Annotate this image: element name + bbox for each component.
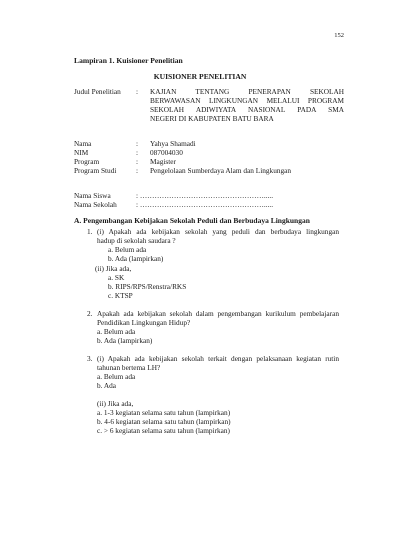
study-program-label: Program Studi: [74, 166, 117, 175]
research-title-line: KAJIAN TENTANG PENERAPAN SEKOLAH: [150, 87, 344, 96]
sub-option-b[interactable]: b. RIPS/RPS/Renstra/RKS: [108, 282, 187, 291]
research-title-colon: :: [136, 87, 139, 96]
sub-option-c[interactable]: c. > 6 kegiatan selama satu tahun (lampirkan): [97, 426, 230, 435]
nim-colon: :: [136, 148, 139, 157]
sub-option-a[interactable]: a. SK: [108, 273, 125, 282]
question-text: tahunan bertema LH?: [97, 363, 161, 372]
school-name-label: Nama Sekolah: [74, 200, 117, 209]
research-title-line: NEGERI DI KABUPATEN BATU BARA: [150, 114, 274, 123]
question-text: (i) Apakah ada kebijakan sekolah terkait dengan pelaksanaan kegiatan rutin: [97, 354, 339, 363]
sub-option-a[interactable]: a. 1-3 kegiatan selama satu tahun (lampirkan): [97, 408, 231, 417]
research-title-line: BERWAWASAN LINGKUNGAN MELALUI PROGRAM: [150, 96, 344, 105]
school-name-field[interactable]: : …………………………………………….....: [136, 200, 274, 209]
sub-question: (ii) Jika ada,: [95, 264, 132, 273]
nim-value: 087004030: [150, 148, 183, 157]
research-title-label: Judul Penelitian: [74, 87, 121, 96]
sub-option-c[interactable]: c. KTSP: [108, 291, 133, 300]
research-title-line: SEKOLAH ADIWIYATA NASIONAL PADA SMA: [150, 105, 344, 114]
study-program-colon: :: [136, 166, 139, 175]
name-label: Nama: [74, 139, 92, 148]
option-b[interactable]: b. Ada: [97, 381, 117, 390]
name-value: Yahya Shamadi: [150, 139, 196, 148]
question-text: Apakah ada kebijakan sekolah dalam pengembangan kurikulum pembelajaran: [97, 309, 339, 318]
question-text: (i) Apakah ada kebijakan sekolah yang peduli dan berbudaya lingkungan: [97, 227, 339, 236]
student-name-label: Nama Siswa: [74, 191, 111, 200]
question-text: Pendidikan Lingkungan Hidup?: [97, 318, 191, 327]
option-a[interactable]: a. Belum ada: [97, 372, 136, 381]
student-name-field[interactable]: : …………………………………………….....: [136, 191, 274, 200]
sub-option-b[interactable]: b. 4-6 kegiatan selama satu tahun (lampirkan): [97, 417, 231, 426]
option-b[interactable]: b. Ada (lampirkan): [97, 336, 153, 345]
option-a[interactable]: a. Belum ada: [97, 327, 136, 336]
attachment-heading: Lampiran 1. Kuisioner Penelitian: [74, 56, 183, 65]
study-program-value: Pengelolaan Sumberdaya Alam dan Lingkungan: [150, 166, 292, 175]
program-label: Program: [74, 157, 100, 166]
question-number: 1.: [87, 227, 93, 236]
program-colon: :: [136, 157, 139, 166]
nim-label: NIM: [74, 148, 89, 157]
option-a[interactable]: a. Belum ada: [108, 245, 147, 254]
question-number: 3.: [87, 354, 93, 363]
name-colon: :: [136, 139, 139, 148]
question-text: hadup di sekolah saudara ?: [97, 236, 176, 245]
page-number: 152: [334, 32, 344, 39]
section-a-heading: A. Pengembangan Kebijakan Sekolah Peduli dan Berbudaya Lingkungan: [74, 216, 310, 225]
question-number: 2.: [87, 309, 93, 318]
sub-question: (ii) Jika ada,: [97, 399, 134, 408]
questionnaire-title: KUISIONER PENELITIAN: [153, 72, 247, 81]
option-b[interactable]: b. Ada (lampirkan): [108, 254, 164, 263]
program-value: Magister: [150, 157, 176, 166]
